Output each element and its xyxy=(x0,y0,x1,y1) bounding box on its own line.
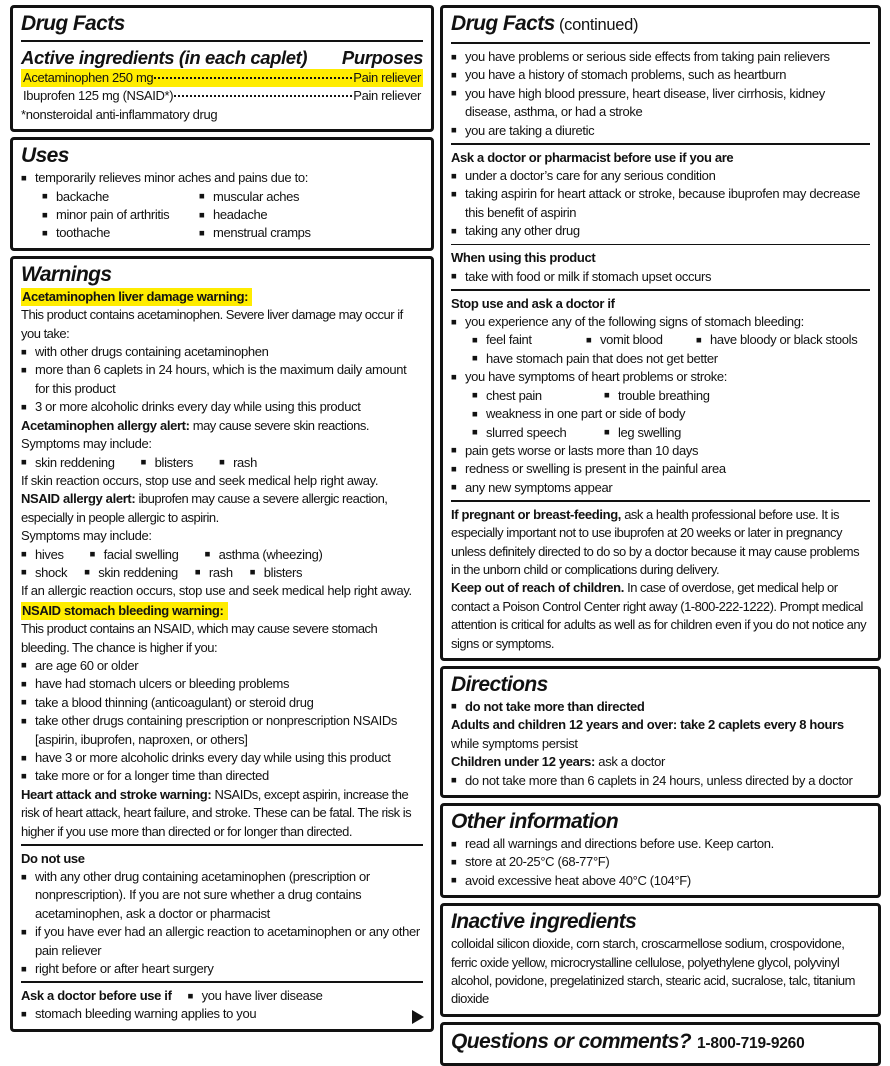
ingredient-footnote: *nonsteroidal anti-inflammatory drug xyxy=(21,106,218,122)
info-bullet: ■ avoid excessive heat above 40°C (104°F) xyxy=(451,872,870,890)
keep-out-of-reach-warning: Keep out of reach of children. In case of overdose, get medical help or contact a Poison Control Center right away (1-800-222-1222). Prompt medical attention is critical for adults as well as for children even if you do not notice any signs or symptoms. xyxy=(451,580,867,651)
divider xyxy=(21,844,423,846)
warning-bullet: ■ right before or after heart surgery xyxy=(21,960,423,978)
divider xyxy=(451,289,870,291)
symptoms-label: Symptoms may include: xyxy=(21,436,152,452)
adults-dosage: Adults and children 12 years and over: take 2 caplets every 8 hours xyxy=(451,717,844,733)
uses-intro: ■ temporarily relieves minor aches and pains due to: xyxy=(21,169,423,187)
warning-bullet: ■ redness or swelling is present in the painful area xyxy=(451,460,870,478)
warning-bullet: ■ have 3 or more alcoholic drinks every day while using this product xyxy=(21,749,423,767)
warning-bullet: ■ take other drugs containing prescription or nonprescription NSAIDs [aspirin, ibuprofen, naproxen, or others] xyxy=(21,712,423,749)
uses-column-1 xyxy=(42,188,199,243)
warning-bullet: ■ take a blood thinning (anticoagulant) or steroid drug xyxy=(21,694,423,712)
allergic-reaction-note: If an allergic reaction occurs, stop use and seek medical help right away. xyxy=(21,583,412,599)
warning-bullet: ■ take more or for a longer time than directed xyxy=(21,767,423,785)
stop-use-bullet: ■ you experience any of the following signs of stomach bleeding: xyxy=(451,313,870,331)
stop-use-heading: Stop use and ask a doctor if xyxy=(451,295,615,311)
divider xyxy=(451,143,870,145)
symptom-item: ■ have stomach pain that does not get better xyxy=(472,350,870,368)
warning-bullet: ■ any new symptoms appear xyxy=(451,479,870,497)
questions-panel xyxy=(440,1022,881,1066)
heart-symptoms-row-1 xyxy=(472,387,870,405)
uses-item: ■ toothache xyxy=(42,224,199,242)
when-using-heading: When using this product xyxy=(451,250,596,266)
symptom-item: ■ have bloody or black stools xyxy=(696,331,857,349)
liver-damage-warning-heading: Acetaminophen liver damage warning: xyxy=(21,288,252,306)
bleeding-warning-bullets xyxy=(21,657,423,786)
symptom-item: ■ weakness in one part or side of body xyxy=(472,405,870,423)
right-column xyxy=(440,5,881,1053)
warning-bullet: ■ are age 60 or older xyxy=(21,657,423,675)
continued-arrow-icon xyxy=(412,1010,424,1024)
uses-columns xyxy=(42,188,423,243)
warning-bullet: ■ you have a history of stomach problems, such as heartburn xyxy=(451,66,870,84)
info-bullet: ■ store at 20-25°C (68-77°F) xyxy=(451,853,870,871)
ingredient-rows xyxy=(21,69,423,106)
ingredient-name: Acetaminophen 250 mg xyxy=(23,70,154,85)
other-information-bullets xyxy=(451,835,870,890)
info-bullet: ■ read all warnings and directions before use. Keep carton. xyxy=(451,835,870,853)
divider xyxy=(451,244,870,246)
heart-attack-stroke-warning: Heart attack and stroke warning: NSAIDs, except aspirin, increase the risk of heart attack, heart failure, and stroke. These can be fatal. The risk is higher if you use more than directed or for longer than directed. xyxy=(21,786,412,839)
warnings-title: Warnings xyxy=(21,262,112,286)
do-not-use-heading: Do not use xyxy=(21,850,85,866)
ask-doctor-inline-bullet: ■ you have liver disease xyxy=(188,987,323,1005)
other-information-title: Other information xyxy=(451,810,619,833)
symptom-item: ■ skin reddening xyxy=(21,454,115,472)
symptom-item: ■ skin reddening xyxy=(84,564,178,582)
heart-symptoms-row-3 xyxy=(472,424,870,442)
divider xyxy=(451,500,870,502)
divider xyxy=(21,981,423,983)
symptom-item: ■ hives xyxy=(21,546,64,564)
drug-facts-continued-panel xyxy=(440,5,881,661)
uses-item: ■ minor pain of arthritis xyxy=(42,206,199,224)
ask-doctor-bullet: ■ stomach bleeding warning applies to you xyxy=(21,1005,423,1023)
inactive-ingredients-list: colloidal silicon dioxide, corn starch, croscarmellose sodium, crospovidone, ferric oxide yellow, microcrystalline cellulose, polyethylene glycol, polyvinyl alcohol, povidone, pregelatinized starch, stearic acid, sucralose, talc, titanium dioxide xyxy=(451,936,855,1007)
uses-item: ■ headache xyxy=(199,206,311,224)
symptom-item: ■ facial swelling xyxy=(90,546,179,564)
questions-row xyxy=(451,1027,870,1058)
drug-facts-title: Drug Facts xyxy=(21,12,125,35)
pregnant-warning: If pregnant or breast-feeding, ask a health professional before use. It is especially important not to use ibuprofen at 20 weeks or later in pregnancy unless definitely directed to do so by a doctor because it may cause problems in the unborn child or complications during delivery. xyxy=(451,506,860,577)
symptom-item: ■ blisters xyxy=(250,564,302,582)
acetaminophen-allergy-alert: Acetaminophen allergy alert: may cause severe skin reactions. xyxy=(21,417,369,433)
warning-bullet: ■ with other drugs containing acetaminophen xyxy=(21,343,423,361)
warnings-panel xyxy=(10,256,434,1032)
ask-doctor-heading: Ask a doctor before use if xyxy=(21,988,172,1004)
symptom-item: ■ rash xyxy=(219,454,257,472)
questions-phone-number: 1-800-719-9260 xyxy=(697,1034,805,1052)
questions-title: Questions or comments? xyxy=(451,1029,692,1053)
stomach-bleeding-warning-heading: NSAID stomach bleeding warning: xyxy=(21,602,228,620)
symptom-item: ■ chest pain xyxy=(472,387,604,405)
inactive-ingredients-title: Inactive ingredients xyxy=(451,910,637,934)
nsaid-symptoms-row-1 xyxy=(21,546,423,564)
symptom-item: ■ shock xyxy=(21,564,67,582)
active-ingredients-panel xyxy=(10,5,434,132)
uses-item: ■ backache xyxy=(42,188,199,206)
dotted-leader xyxy=(154,77,352,79)
continued-suffix: (continued) xyxy=(554,16,639,34)
warning-bullet: ■ more than 6 caplets in 24 hours, which is the maximum daily amount for this product xyxy=(21,361,423,398)
acetaminophen-symptoms-row xyxy=(21,454,423,472)
stop-use-bullet: ■ you have symptoms of heart problems or stroke: xyxy=(451,368,870,386)
ingredient-row xyxy=(21,69,423,87)
warning-bullet: ■ pain gets worse or lasts more than 10 days xyxy=(451,442,870,460)
liver-warning-bullets xyxy=(21,343,423,417)
ingredient-name: Ibuprofen 125 mg (NSAID*) xyxy=(23,88,174,104)
active-ingredients-header-row xyxy=(21,46,423,69)
heart-symptoms-row-2 xyxy=(472,405,870,423)
warning-bullet: ■ taking aspirin for heart attack or stroke, because ibuprofen may decrease this benefit of aspirin xyxy=(451,185,870,222)
warning-bullet: ■ with any other drug containing acetaminophen (prescription or nonprescription). If you are not sure whether a drug contains acetaminophen, ask a doctor or pharmacist xyxy=(21,868,423,923)
divider xyxy=(451,42,870,44)
when-using-bullets xyxy=(451,268,870,286)
stomach-signs-row-2 xyxy=(472,350,870,368)
uses-column-2 xyxy=(199,188,311,243)
directions-title: Directions xyxy=(451,672,548,696)
warning-bullet: ■ you have problems or serious side effects from taking pain relievers xyxy=(451,48,870,66)
ask-pharmacist-heading: Ask a doctor or pharmacist before use if you are xyxy=(451,149,734,165)
active-ingredients-heading: Active ingredients (in each caplet) xyxy=(21,47,308,68)
warning-bullet: ■ if you have ever had an allergic reaction to acetaminophen or any other pain reliever xyxy=(21,923,423,960)
symptom-item: ■ rash xyxy=(195,564,233,582)
purposes-heading: Purposes xyxy=(341,47,423,68)
drug-facts-continued-title: Drug Facts (continued) xyxy=(451,12,639,35)
ingredient-purpose: Pain reliever xyxy=(353,88,421,104)
symptom-item: ■ leg swelling xyxy=(604,424,681,442)
uses-item: ■ menstrual cramps xyxy=(199,224,311,242)
adults-dosage-continued: while symptoms persist xyxy=(451,735,578,751)
children-dosage: Children under 12 years: ask a doctor xyxy=(451,754,665,770)
symptom-item: ■ feel faint xyxy=(472,331,586,349)
directions-bullet: ■ do not take more than directed xyxy=(451,698,870,716)
warning-bullet: ■ have had stomach ulcers or bleeding problems xyxy=(21,675,423,693)
nsaid-allergy-alert: NSAID allergy alert: ibuprofen may cause a severe allergic reaction, especially in people allergic to aspirin. xyxy=(21,491,388,525)
symptom-item: ■ asthma (wheezing) xyxy=(205,546,323,564)
nsaid-symptoms-row-2 xyxy=(21,564,423,582)
directions-bullet: ■ do not take more than 6 caplets in 24 hours, unless directed by a doctor xyxy=(451,772,870,790)
ask-doctor-continued-bullets xyxy=(451,48,870,140)
other-information-panel xyxy=(440,803,881,898)
directions-panel xyxy=(440,666,881,798)
left-column xyxy=(10,5,434,1022)
symptom-item: ■ trouble breathing xyxy=(604,387,710,405)
liver-warning-intro: This product contains acetaminophen. Severe liver damage may occur if you take: xyxy=(21,307,403,341)
warning-bullet: ■ 3 or more alcoholic drinks every day while using this product xyxy=(21,398,423,416)
ask-pharmacist-bullets xyxy=(451,167,870,241)
stop-use-tail-bullets xyxy=(451,442,870,497)
warning-bullet: ■ under a doctor’s care for any serious condition xyxy=(451,167,870,185)
ingredient-row xyxy=(21,87,423,105)
symptom-item: ■ slurred speech xyxy=(472,424,604,442)
stomach-signs-row-1 xyxy=(472,331,870,349)
symptom-item: ■ blisters xyxy=(141,454,193,472)
warning-bullet: ■ take with food or milk if stomach upset occurs xyxy=(451,268,870,286)
divider xyxy=(21,40,423,42)
ask-doctor-row xyxy=(21,987,423,1005)
warning-bullet: ■ you have high blood pressure, heart disease, liver cirrhosis, kidney disease, asthma, or had a stroke xyxy=(451,85,870,122)
symptoms-label: Symptoms may include: xyxy=(21,528,152,544)
uses-panel xyxy=(10,137,434,251)
inactive-ingredients-panel xyxy=(440,903,881,1017)
skin-reaction-note: If skin reaction occurs, stop use and seek medical help right away. xyxy=(21,472,379,488)
warning-bullet: ■ taking any other drug xyxy=(451,222,870,240)
ingredient-purpose: Pain reliever xyxy=(353,70,421,85)
uses-title: Uses xyxy=(21,144,69,168)
warning-bullet: ■ you are taking a diuretic xyxy=(451,122,870,140)
bleeding-warning-intro: This product contains an NSAID, which may cause severe stomach bleeding. The chance is higher if you: xyxy=(21,621,378,655)
do-not-use-bullets xyxy=(21,868,423,978)
uses-item: ■ muscular aches xyxy=(199,188,311,206)
symptom-item: ■ vomit blood xyxy=(586,331,696,349)
dotted-leader xyxy=(174,95,352,97)
